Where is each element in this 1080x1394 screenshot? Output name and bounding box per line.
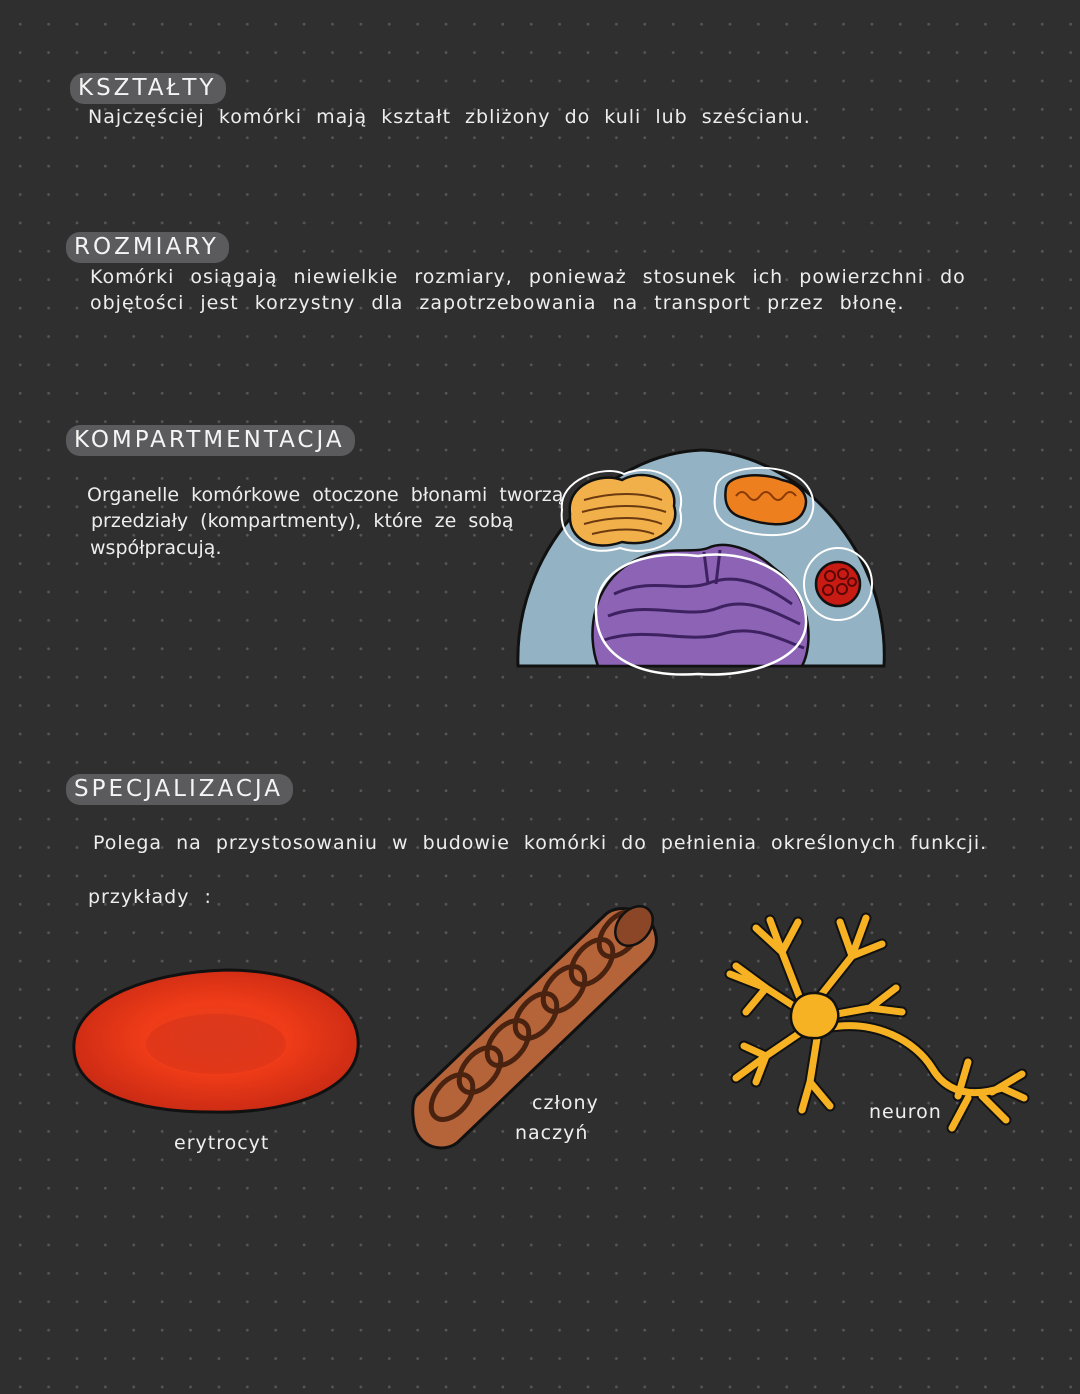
heading-kompartmentacja: KOMPARTMENTACJA xyxy=(66,425,355,456)
heading-rozmiary: ROZMIARY xyxy=(66,232,229,263)
label-erythrocyte: erytrocyt xyxy=(174,1132,270,1154)
text-rozmiary-line1: Komórki osiągają niewielkie rozmiary, ponieważ stosunek ich powierzchni do xyxy=(90,266,966,288)
text-ksztalty: Najczęściej komórki mają kształt zbliżony do kuli lub sześcianu. xyxy=(88,106,811,128)
neuron-soma xyxy=(791,993,838,1038)
label-vessel-line2: naczyń xyxy=(515,1122,589,1144)
text-rozmiary-line2: objętości jest korzystny dla zapotrzebowania na transport przez błonę. xyxy=(90,292,905,314)
erythrocyte-illustration xyxy=(66,962,366,1122)
cell-compartments-illustration xyxy=(512,444,892,684)
heading-ksztalty: KSZTAŁTY xyxy=(70,73,226,104)
vessel-segment-illustration xyxy=(406,896,666,1156)
text-specjalizacja: Polega na przystosowaniu w budowie komórki do pełnienia określonych funkcji. xyxy=(93,832,988,854)
text-kompartmentacja-line1: Organelle komórkowe otoczone błonami tworzą xyxy=(87,484,564,506)
text-kompartmentacja-line3: współpracują. xyxy=(90,537,222,559)
examples-label: przykłady : xyxy=(88,886,212,908)
label-neuron: neuron xyxy=(869,1101,942,1123)
label-vessel-line1: człony xyxy=(532,1092,599,1114)
text-kompartmentacja-line2: przedziały (kompartmenty), które ze sobą xyxy=(91,510,514,532)
heading-specjalizacja: SPECJALIZACJA xyxy=(66,774,293,805)
